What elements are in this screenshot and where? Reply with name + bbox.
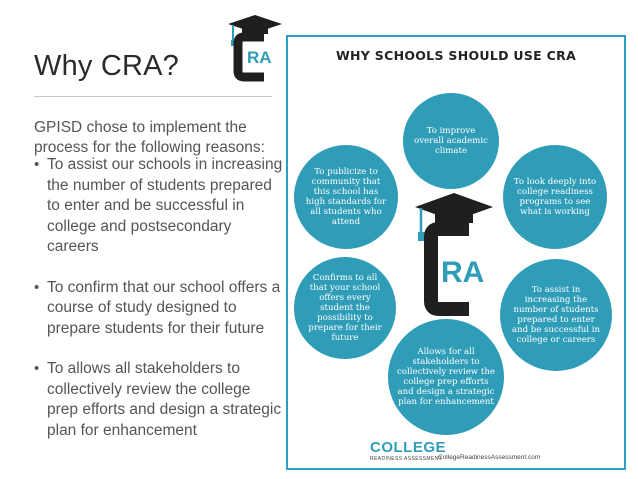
reason-item — [34, 155, 284, 258]
circle-text: To look deeply into college readiness programs to see what is working — [513, 177, 597, 217]
circle-text: Confirms to all that your school offers every student the possibility to prepare for their future — [308, 273, 382, 343]
reason-circle-bottom-right — [500, 259, 612, 371]
reason-item — [34, 359, 284, 441]
circle-text: To publicize to community that this school has high standards for all students who attend — [305, 167, 387, 227]
footer-brand: COLLEGE — [370, 439, 447, 456]
reason-circle-top-left — [294, 145, 398, 249]
poster-heading: WHY SCHOOLS SHOULD USE CRA — [335, 48, 577, 63]
reason-text: To allows all stakeholders to collectively review the college prep efforts and design a strategic plan for enhancement — [47, 360, 282, 439]
reason-item — [34, 278, 284, 340]
center-logo-ra-text: RA — [441, 256, 485, 289]
reason-circle-bottom — [388, 319, 504, 435]
slide-title: Why CRA? — [34, 50, 180, 82]
reasons-list — [34, 155, 284, 461]
cra-center-logo-icon — [409, 189, 499, 319]
reason-circle-top-right — [503, 145, 607, 249]
infographic-poster — [286, 35, 626, 470]
footer-brand-sub: READINESS ASSESSMENT — [370, 456, 443, 462]
reason-text: To assist our schools in increasing the number of students prepared to enter and be successful in college and postsecondary careers — [47, 156, 283, 255]
title-divider — [34, 96, 272, 97]
bullet-icon: • — [34, 278, 40, 296]
reason-circle-bottom-left — [294, 257, 396, 359]
footer-url: CollegeReadinessAssessment.com — [438, 454, 541, 461]
intro-text: GPISD chose to implement the process for the following reasons: — [34, 119, 265, 156]
reason-circle-top — [403, 93, 499, 189]
bullet-icon: • — [34, 156, 40, 173]
cra-logo-icon — [224, 13, 286, 83]
reason-text: To confirm that our school offers a course of study designed to prepare students for their future — [47, 278, 281, 337]
circle-text: To improve overall academic climate — [414, 126, 488, 156]
bullet-icon: • — [34, 360, 40, 377]
circle-text: To assist in increasing the number of students prepared to enter and be successful in college or careers — [511, 285, 601, 345]
circle-text: Allows for all stakeholders to collectively review the college prep efforts and design a strategic plan for enhancement — [397, 347, 495, 407]
logo-ra-text: RA — [247, 48, 272, 67]
